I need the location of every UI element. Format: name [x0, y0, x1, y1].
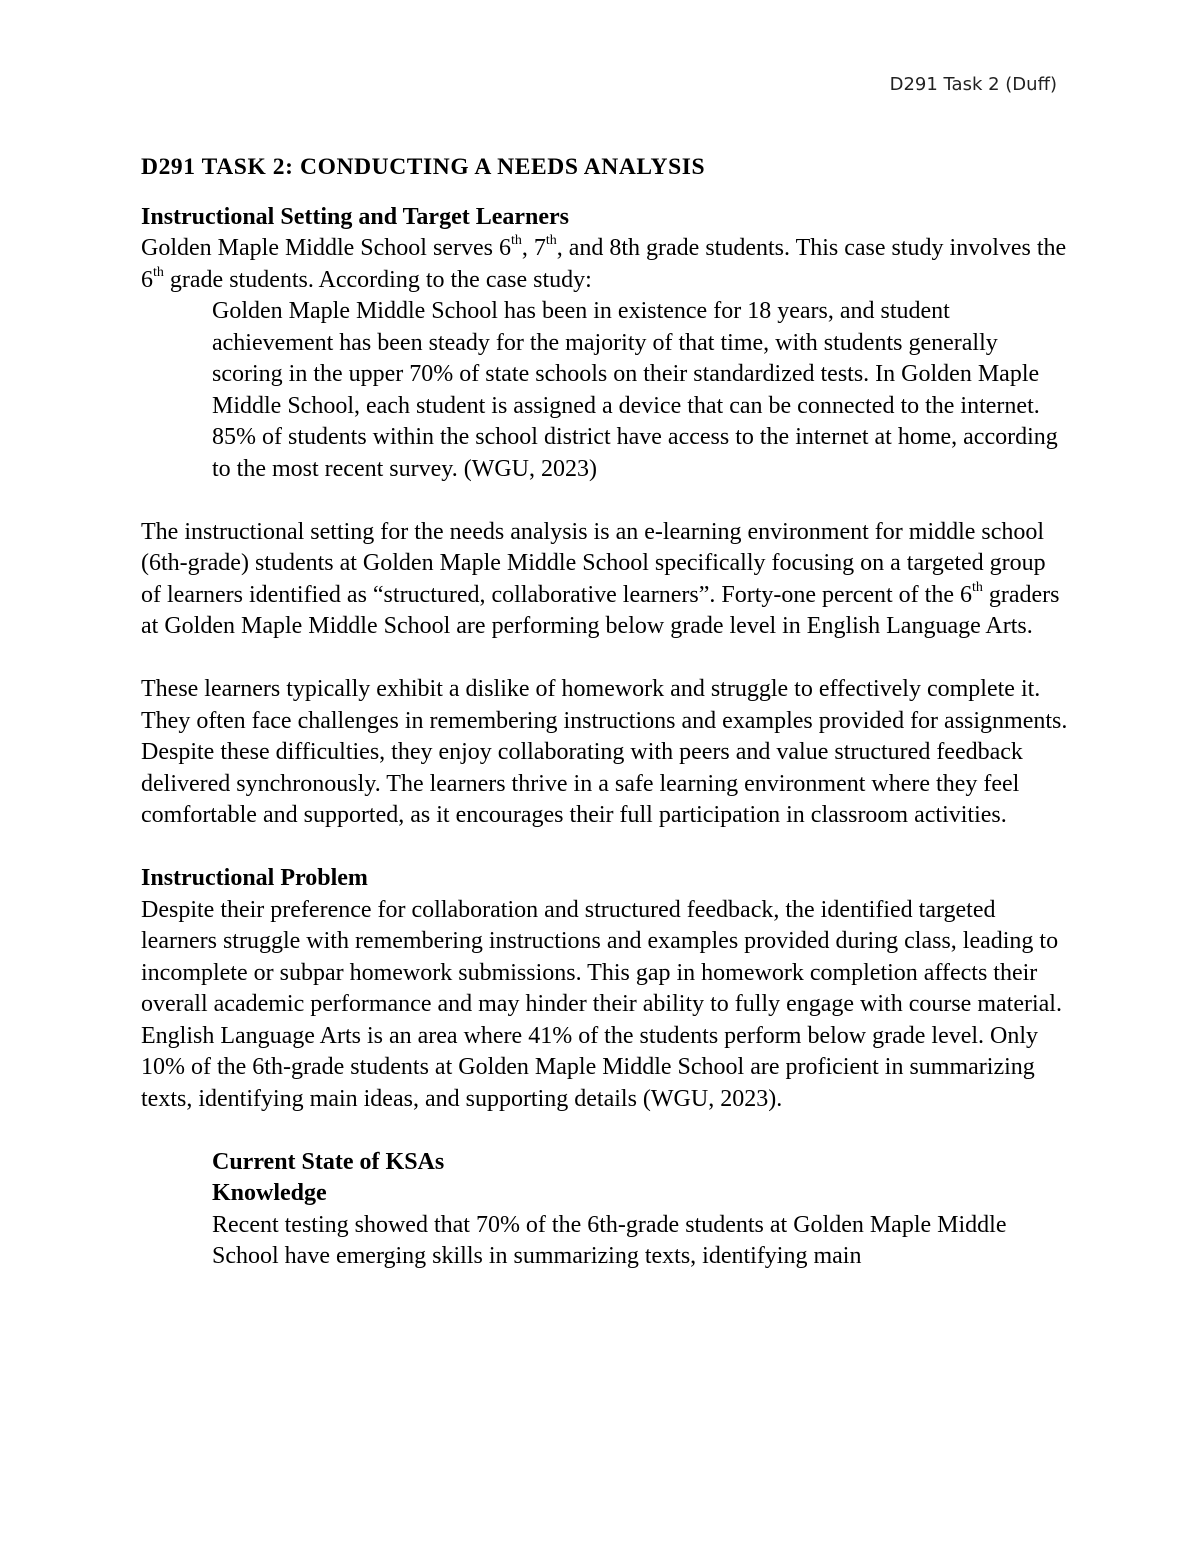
document-body	[141, 152, 1071, 1273]
section-heading-ksas: Current State of KSAs	[212, 1148, 445, 1175]
running-head: D291 Task 2 (Duff)	[889, 74, 1057, 95]
knowledge-paragraph: Recent testing showed that 70% of the 6th-grade students at Golden Maple Middle School have emerging skills in summarizing texts, identifying main	[212, 1211, 1007, 1269]
block-quote: Golden Maple Middle School has been in existence for 18 years, and student achievement has been steady for the majority of that time, with students generally scoring in the upper 70% of state schools on their standardized tests. In Golden Maple Middle School, each student is assigned a device that can be connected to the internet. 85% of students within the school district have access to the internet at home, according to the most recent survey. (WGU, 2023)	[212, 298, 1058, 482]
problem-paragraph: Despite their preference for collaboration and structured feedback, the identified targeted learners struggle with remembering instructions and examples provided during class, leading to incomplete or subpar homework submissions. This gap in homework completion affects their overall academic performance and may hinder their ability to fully engage with course material. English Language Arts is an area where 41% of the students perform below grade level. Only 10% of the 6th-grade students at Golden Maple Middle School are proficient in summarizing texts, identifying main ideas, and supporting details (WGU, 2023).	[141, 896, 1062, 1112]
section-heading-setting: Instructional Setting and Target Learners	[141, 203, 570, 230]
intro-paragraph: Golden Maple Middle School serves 6th, 7th, and 8th grade students. This case study involves the 6th grade students. According to the case study:	[141, 233, 1067, 293]
subheading-knowledge: Knowledge	[212, 1180, 327, 1206]
learners-paragraph: These learners typically exhibit a dislike of homework and struggle to effectively complete it. They often face challenges in remembering instructions and examples provided for assignments. Despite these difficulties, they enjoy collaborating with peers and value structured feedback delivered synchronously. The learners thrive in a safe learning environment where they feel comfortable and supported, as it encourages their full participation in classroom activities.	[141, 676, 1068, 828]
document-title: D291 TASK 2: CONDUCTING A NEEDS ANALYSIS	[141, 154, 706, 180]
section-heading-problem: Instructional Problem	[141, 865, 368, 891]
setting-paragraph: The instructional setting for the needs analysis is an e-learning environment for middle school (6th-grade) students at Golden Maple Middle School specifically focusing on a targeted group of learners identified as “structured, collaborative learners”. Forty-one percent of the 6th graders at Golden Maple Middle School are performing below grade level in English Language Arts.	[141, 518, 1060, 639]
